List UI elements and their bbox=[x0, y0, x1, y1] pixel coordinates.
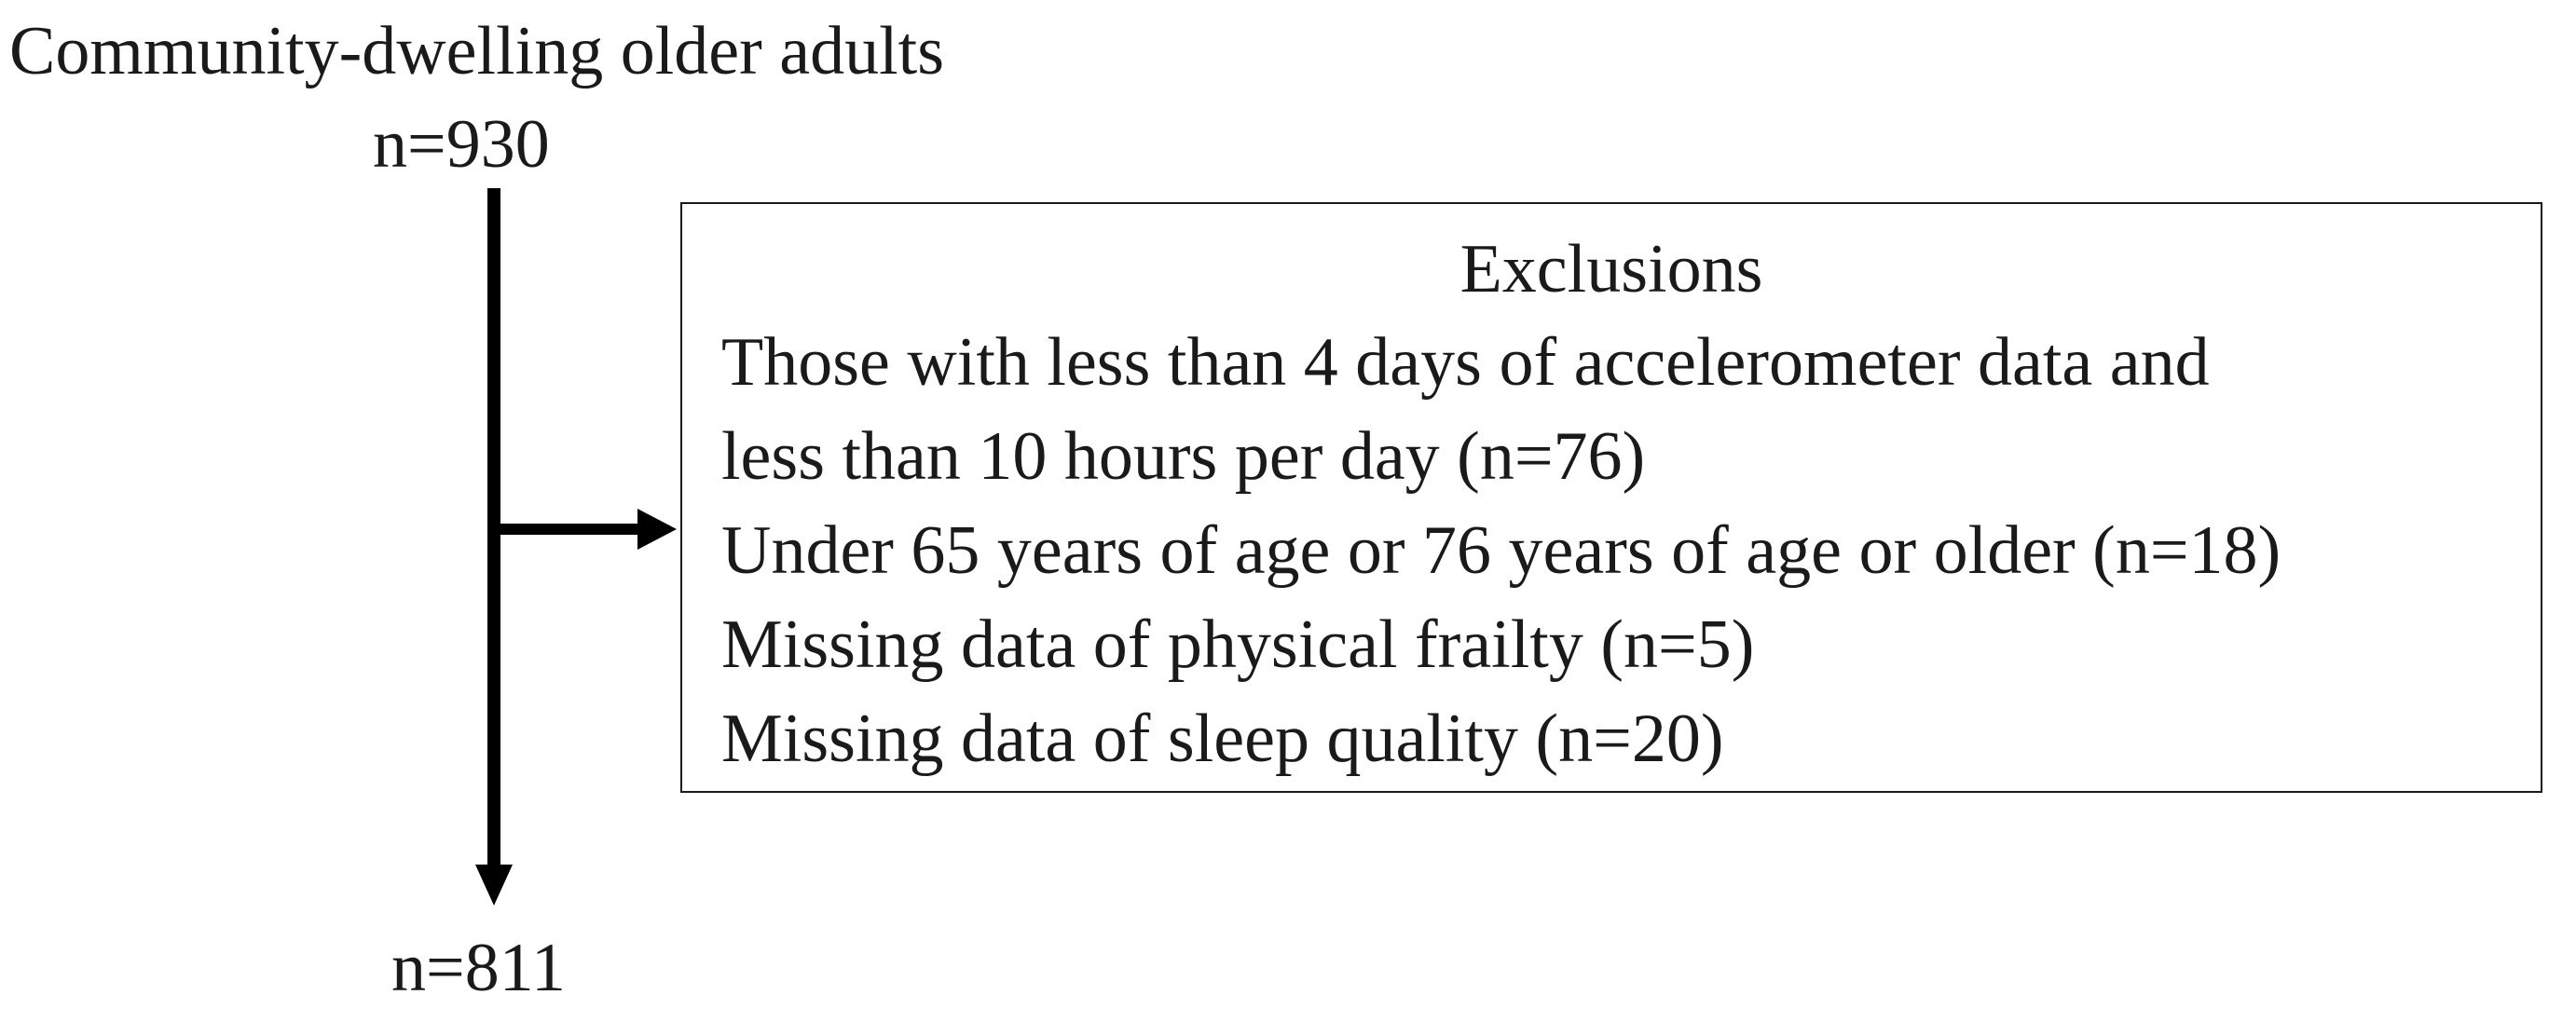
exclusion-branch-arrowhead bbox=[637, 509, 677, 550]
main-flow-arrowhead bbox=[475, 865, 513, 906]
exclusion-line: Under 65 years of age or 76 years of age or older (n=18) bbox=[721, 512, 2281, 589]
exclusions-box bbox=[680, 202, 2542, 793]
start-population-label: Community-dwelling older adults bbox=[9, 13, 945, 89]
final-sample-size: n=811 bbox=[391, 930, 566, 1006]
exclusions-list bbox=[721, 316, 2281, 786]
exclusion-line: less than 10 hours per day (n=76) bbox=[721, 418, 1646, 495]
exclusions-heading: Exclusions bbox=[1459, 231, 1763, 307]
start-sample-size: n=930 bbox=[373, 106, 550, 183]
exclusion-line: Missing data of physical frailty (n=5) bbox=[721, 606, 1755, 683]
exclusion-line: Those with less than 4 days of accelerometer data and bbox=[721, 324, 2210, 401]
exclusion-line: Missing data of sleep quality (n=20) bbox=[721, 701, 1724, 777]
